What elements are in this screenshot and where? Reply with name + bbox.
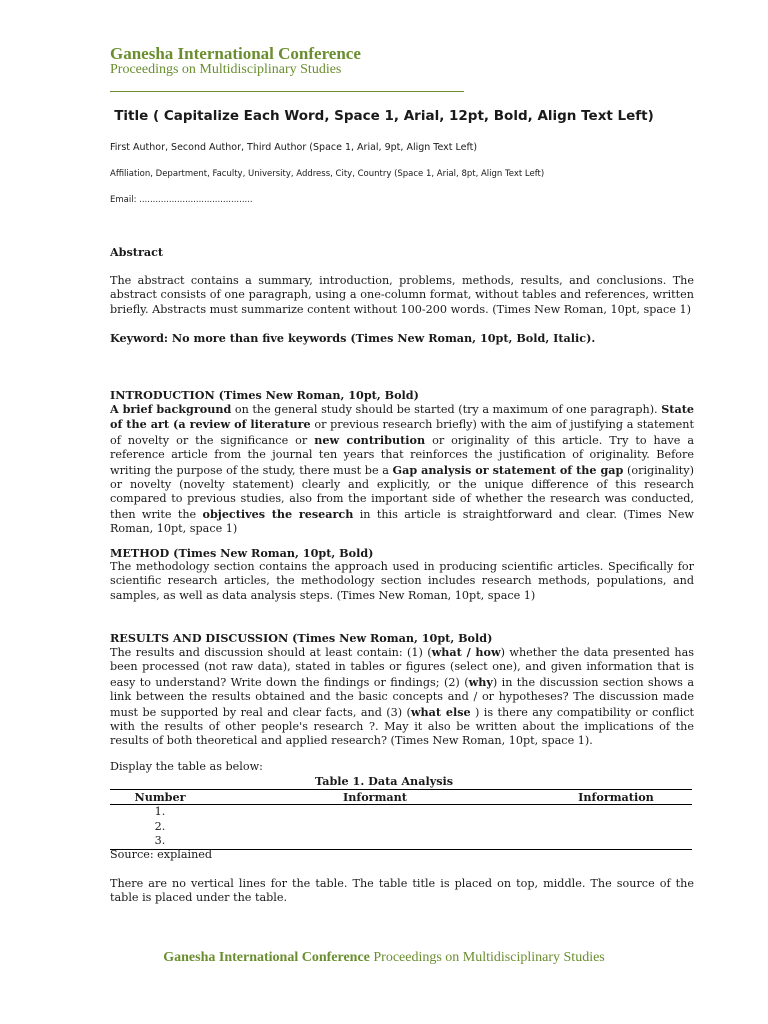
conference-subtitle: Proceedings on Multidisciplinary Studies xyxy=(110,62,342,77)
results-bold-2: why xyxy=(468,674,493,689)
intro-bold-3: new contribution xyxy=(314,432,426,447)
table-row xyxy=(110,820,692,835)
intro-bold-2: State of the art (a review of literature xyxy=(110,402,694,432)
header-rule xyxy=(110,91,464,92)
table-cell-empty xyxy=(210,805,540,820)
intro-bold-5: objectives the research xyxy=(202,506,354,521)
footer-conference: Ganesha International Conference xyxy=(163,950,370,965)
method-text: The methodology section contains the approach used in producing scientific articles. Specifically for scientific research articles, the methodology section includes research methods, populations, and samples, as well as data analysis steps. (Times New Roman, 10pt, space 1) xyxy=(110,560,694,602)
table-note: There are no vertical lines for the table. The table title is placed on top, middle. The source of the table is placed under the table. xyxy=(110,877,694,905)
affiliation-line: Affiliation, Department, Faculty, University, Address, City, Country (Space 1, Arial, 8pt, Align Text Left) xyxy=(110,169,545,179)
results-text-4: ) is there any compatibility or conflict with the results of other people's research ?. May it also be written about the implications of the results of both theoretical and applied research? (Times New Roman, 10pt, space 1). xyxy=(110,705,694,748)
intro-text-4: (originality) or novelty (novelty statement) clearly and explicitly, or the unique difference of this research compared to previous studies, also from the important side of whether the research was conducted, then write the xyxy=(110,463,694,521)
table-cell-empty xyxy=(210,834,540,849)
results-text-1: The results and discussion should at least contain: (1) ( xyxy=(110,646,432,659)
authors-line: First Author, Second Author, Third Author (Space 1, Arial, 9pt, Align Text Left) xyxy=(110,142,478,153)
table-header-row xyxy=(110,790,692,805)
table-cell-empty xyxy=(540,805,692,820)
table-header-informant: Informant xyxy=(210,790,540,805)
abstract-heading: Abstract xyxy=(110,245,164,259)
introduction-text xyxy=(110,402,694,537)
table-cell-number: 3. xyxy=(110,834,210,849)
table-cell-number: 1. xyxy=(154,805,166,818)
intro-bold-1: A brief background xyxy=(110,402,232,416)
intro-text-3: or originality of this article. Try to have a reference article from the journal ten years that reinforces the justification of originality. Before writing the purpose of the study, there must be a xyxy=(110,433,695,477)
page-footer xyxy=(0,950,768,966)
intro-bold-4: Gap analysis or statement of the gap xyxy=(392,462,624,477)
email-line: Email: .......................................... xyxy=(110,195,253,205)
results-text-3: ) in the discussion section shows a link between the results obtained and the basic concepts and / or hypotheses? The discussion made must be supported by real and clear facts, and (3) ( xyxy=(110,675,695,719)
table-source: Source: explained xyxy=(110,848,213,861)
introduction-heading: INTRODUCTION (Times New Roman, 10pt, Bold) xyxy=(110,388,419,402)
results-text-2: ) whether the data presented has been processed (not raw data), stated in tables or figures (select one), and given information that is easy to understand? Write down the findings or findings; (2) ( xyxy=(110,646,694,689)
display-table-note: Display the table as below: xyxy=(110,760,263,773)
keyword-line: Keyword: No more than five keywords (Times New Roman, 10pt, Bold, Italic). xyxy=(110,331,596,345)
table-header-information: Information xyxy=(540,790,692,805)
table-title: Table 1. Data Analysis xyxy=(314,774,454,788)
intro-text-5: in this article is straightforward and clear. (Times New Roman, 10pt, space 1) xyxy=(110,507,694,536)
table-row xyxy=(110,805,692,820)
table-cell-empty xyxy=(540,834,692,849)
table-row xyxy=(110,834,692,849)
intro-text-1: on the general study should be started (try a maximum of one paragraph). xyxy=(231,403,662,416)
paper-title: Title ( Capitalize Each Word, Space 1, Arial, 12pt, Bold, Align Text Left) xyxy=(114,108,654,124)
data-table xyxy=(110,789,692,850)
intro-text-2: or previous research briefly) with the aim of justifying a statement of novelty or the significance or xyxy=(110,418,695,447)
results-text xyxy=(110,645,694,749)
method-heading: METHOD (Times New Roman, 10pt, Bold) xyxy=(110,546,374,560)
table-cell-empty xyxy=(210,820,540,835)
results-heading: RESULTS AND DISCUSSION (Times New Roman, 10pt, Bold) xyxy=(110,631,493,645)
results-bold-3: what else xyxy=(410,704,471,719)
table-cell-number: 2. xyxy=(154,819,166,833)
abstract-text: The abstract contains a summary, introduction, problems, methods, results, and conclusions. The abstract consists of one paragraph, using a one-column format, without tables and references, written briefly. Abstracts must summarize content without 100-200 words. (Times New Roman, 10pt, space 1) xyxy=(110,274,694,316)
table-header-number: Number xyxy=(110,790,210,805)
results-bold-1: what / how xyxy=(431,645,501,659)
table-cell-empty xyxy=(540,820,692,835)
footer-proceedings: Proceedings on Multidisciplinary Studies xyxy=(369,950,605,965)
conference-title: Ganesha International Conference xyxy=(110,44,361,63)
